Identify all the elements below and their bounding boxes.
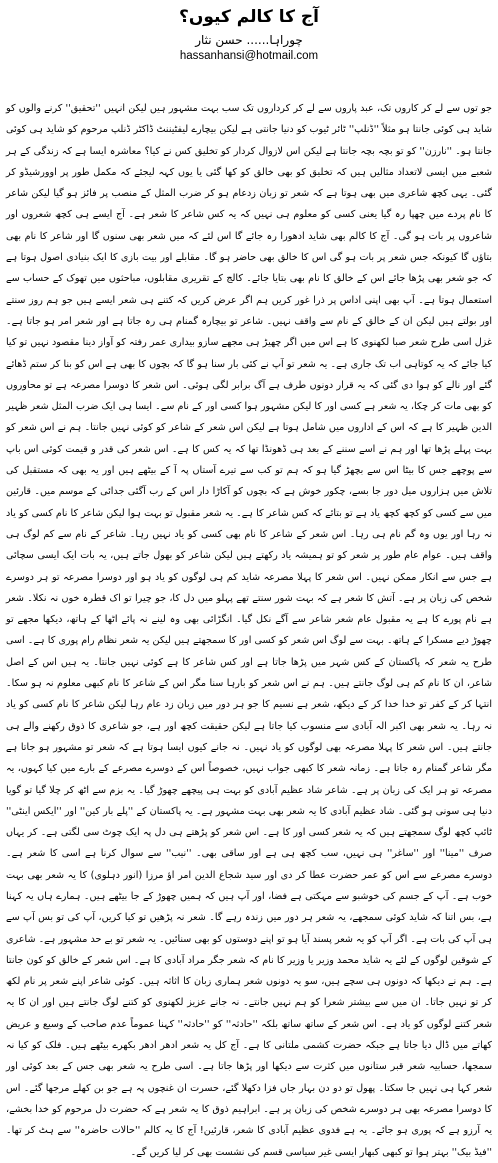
column-title: آج کا کالم کیوں؟ xyxy=(179,7,319,27)
column-header xyxy=(0,6,498,63)
author-email: hassanhansi@hotmail.com xyxy=(179,50,319,62)
article-paragraph: جو توں سے لے کر کاروں تک، عبد پاروں سے لے کر کرداروں تک سب بہت مشہور ہیں لیکن انہیں ''تحقیق'' کرنے والوں کو شاید ہی کوئی جانتا ہو مثلاً ''ڈنلپ'' ٹائر ٹیوب کو دنیا جانتی ہے لیکن بیچارے لیفٹیننٹ ڈاکٹر ڈنلپ مرحوم کو شاید ہی کوئی جانتا ہو۔ ''نارزن'' کو تو بچہ بچہ جانتا ہے لیکن اس لازوال کردار کو تخلیق کس نے کیا؟ معاشرہ ایسا ہے کہ زندگی کے ہر شعبے میں ایسی لاتعداد مثالیں ہیں کہ تخلیق کو بھی خالق کو کھا گئی یا یوں کہہ لیجئے کہ مکمل طور پر اوورشیڈو کر گئی۔ یہی کچھ شاعری میں بھی ہوتا ہے کہ شعر تو زبان زدعام ہو کر ضرب المثل کے منصب پر فائز ہو گیا لیکن شاعر کا نام پردے میں چھپا رہ گیا یعنی کسی کو معلوم ہی نہیں کہ یہ کس شاعر کا شعر ہے۔ آج ایسے ہی کچھ شعروں اور شاعروں پر بات ہو گی۔ آج کا کالم بھی شاید ادھورا رہ جائے گا اس لئے کہ میں شعر بھی سنوں گا اور شاعر کا نام بھی بتاؤں گا کیونکہ جس شعر پر بات ہو گی اس کا خالق بھی حاضر ہو گا۔ مقابلے اور بیت بازی کا ایک بنیادی اصول ہوتا ہے کہ جو شعر بھی پڑھا جائے اس کے خالق کا نام بھی بتایا جائے۔ کالج کے تقریری مقابلوں، مباحثوں میں تھوک کے حساب سے استعمال ہوتا ہے۔ آپ بھی اپنی اداس پر ذرا غور کریں ہم اگر عرض کریں کہ کتنے ہی شعر ایسے ہیں جو ہم روز سنتے اور بولتے ہیں لیکن ان کے خالق کے نام سے واقف نہیں۔ شاعر تو بیچارہ گمنام ہی رہ جاتا ہے اور شعر امر ہو جاتا ہے۔ غزل اسی طرح شعر صبا لکھنوی کا ہے اس میں اگر چھیڑ ہی مجھے سازو بیداری عمر رفتہ کو آواز دینا مقصود نہیں تو کیا کیا جائے کہ یہ کوتاہی اب تک جاری ہے۔ یہ شعر تو آپ نے کئی بار سنا ہو گا کہ بچوں کا بھی ہے اس کو بنا کر ستم ڈھائے گئے اور نالے کو ہوا دی گئی کہ یہ قرار دونوں طرف ہے آگ برابر لگی ہوئی۔ اس شعر کا دوسرا مصرعہ ہے تو محاوروں کو بھی مات کر چکا، یہ شعر ہے کسی اور کا لیکن مشہور ہوا کسی اور کے نام سے۔ ایسا ہی ایک ضرب المثل شعر ظہیر الدین ظہیر کا ہے کہ اس کے اداروں میں شامل ہوتا ہے لیکن اس شعر کے شاعر کو کوئی نہیں جانتا۔ ہم نے اس شعر کو بہت پہلے پڑھا تھا اور ہم نے اسے سننے کے بعد ہی ڈھونڈا تھا کہ یہ کس کا ہے۔ اس شعر کی قدر و قیمت کوئی اس باپ سے پوچھے جس کا بیٹا اس سے بچھڑ گیا ہو کہ ہم تو کب سے تیرے آستاں پہ آ کے بیٹھے ہیں اور یہ بھی کہ مستقبل کی تلاش میں ہزاروں میل دور جا بسے، چکور خوش ہے کہ بچوں کو آکاڑا دار اس کے رب آگئی جدائی کے موسم میں۔ قارئین میں سے کسی کو کچھ کچھ یاد ہے تو بتائے کہ کس شاعر کا ہے۔ یہ شعر مقبول تو بہت ہوا لیکن شاعر کا نام کسی کو یاد نہ رہا اور یوں وہ گم نام ہی رہا۔ اس شعر کے شاعر کا نام بھی کسی کو یاد نہیں رہا۔ شاعر کے نام سے کم لوگ ہی واقف ہیں۔ عوام عام طور پر شعر کو تو ہمیشہ یاد رکھتے ہیں لیکن شاعر کو بھول جاتے ہیں، یہ بات ایک ایسی سچائی ہے جس سے انکار ممکن نہیں۔ اس شعر کا پہلا مصرعہ شاید کم ہی لوگوں کو یاد ہو اور دوسرا مصرعہ تو ہر دوسرے شخص کی زبان پر ہے۔ آتش کا شعر ہے کہ بہت شور سنتے تھے پہلو میں دل کا، جو چیرا تو اک قطرہ خوں نہ نکلا۔ شعر ہے نام پورے کا ہے یہ مقبول عام شعر شاعر سے آگے نکل گیا۔ انگڑائی بھی وہ لینے نہ پائے اٹھا کے ہاتھ، دیکھا مجھے تو چھوڑ دیے مسکرا کے ہاتھ۔ بہت سے لوگ اس شعر کو کسی اور کا سمجھتے ہیں لیکن یہ شعر نظام رام پوری کا ہے۔ اسی طرح یہ شعر کہ پاکستان کے کس شہر میں پڑھا جاتا ہے اور کس شاعر کا ہے کوئی نہیں جانتا۔ یہ ہیں اس کے اصل شاعر، ان کا نام کم ہی لوگ جانتے ہیں۔ ہم نے اس شعر کو بارہا سنا مگر اس کے شاعر کا نام کبھی معلوم نہ ہو سکا۔ انتہا کر کے کفر تو خدا خدا کر کے دیکھ، شعر ہے نسیم کا جو ہر دور میں زبان زد عام رہا لیکن شاعر کا نام کسی کو یاد نہ رہا۔ یہ شعر بھی اکبر الہ آبادی سے منسوب کیا جاتا ہے لیکن حقیقت کچھ اور ہے، جو شاعری کا ذوق رکھنے والے ہی جانتے ہیں۔ اس شعر کا پہلا مصرعہ بھی لوگوں کو یاد نہیں۔ نہ جانے کیوں ایسا ہوتا ہے کہ شعر تو مشہور ہو جاتا ہے مگر شاعر گمنام رہ جاتا ہے۔ زمانہ شعر کا کبھی جواب نہیں، خصوصاً اس کے دوسرے مصرعے کے بارے میں کیا کہوں، یہ مصرعہ تو ہر ایک کی زبان پر ہے۔ شاعر شاد عظیم آبادی کو بہت ہی پیچھے چھوڑ گیا۔ یہ بزم سے اٹھ کر چلا گیا تو گویا دنیا ہی سونی ہو گئی۔ شاد عظیم آبادی کا یہ شعر بھی بہت مشہور ہے۔ یہ پاکستان کے ''پلے بار کین'' اور ''ایکس اینٹی'' ٹائپ کچھ لوگ سمجھتے ہیں کہ یہ شعر کسی اور کا ہے۔ اس شعر کو پڑھتے ہی دل پہ ایک چوٹ سی لگتی ہے۔ کر یہاں صرف ''مینا'' اور ''ساغر'' ہی نہیں، سب کچھ ہی ہے اور ساقی بھی۔ ''نیب'' سے سوال کرنا ہے اسی کا شعر ہے۔ دوسرے مصرعے سے اس کو عمر حضرت عطا کر دی اور سید شجاع الدین امر اؤ مرزا (انور دہلوی) کا یہ شعر بھی بہت خوب ہے۔ آپ کے جسم کی خوشبو سے مہکتی ہے فضا، اور آپ ہیں کہ ہمیں چھوڑ کے جا بیٹھے ہیں۔ ہمارے ہاں یہ کہنا ہے، بس اتنا کہ شاید کوئی سمجھے، یہ شعر ہر دور میں زندہ رہے گا۔ شعر نہ پڑھیں تو کیا کریں، آپ کی تو بس آپ سے ہی آپ کی بات ہے۔ اگر آپ کو یہ شعر پسند آیا ہو تو اپنے دوستوں کو بھی سنائیں۔ یہ شعر تو بے حد مشہور ہے۔ شاعری کے شوقین لوگوں کے لئے یہ شاید محمد وزیر یا وزیر کا نام کہ شعر جگر مراد آبادی کا ہے۔ اس شعر کے خالق کو کون جانتا ہے۔ ہم نے دیکھا کہ دونوں ہی سچے ہیں، سو یہ دونوں شعر ہماری زبان کا اثاثہ ہیں۔ کوئی شاعر اپنے شعر پر نام لکھ کر تو نہیں جاتا۔ ان میں سے بیشتر شعرا کو ہم نہیں جانتے۔ نہ جانے عزیز لکھنوی کو کتنے لوگ جانتے ہیں اور ان کا یہ شعر کتنے لوگوں کو یاد ہے۔ اس شعر کے ساتھ ساتھ بلکہ ''حادثہ'' کو ''حادثہ'' کہنا عموماً عدم صاحب کے وسیع و عریض کھاتے میں ڈال دیا جاتا ہے جبکہ حضرت کشمی ملتانی کا ہے۔ آج کل یہ شعر ادھر ادھر بکھرے بیٹھے ہیں۔ فلک کو کیا نہ سمجھا، حسابیہ شعر قبر ستانوں میں کثرت سے دیکھا اور پڑھا جاتا ہے۔ اسی طرح یہ شعر بھی جس کے بعد کوئی اور شعر کہا ہی نہیں جا سکتا۔ پھول تو دو دن بہار جاں فزا دکھلا گئے، حسرت ان غنچوں پہ ہے جو بن کھلے مرجھا گئے۔ اس کا دوسرا مصرعہ بھی ہر دوسرے شخص کی زبان پر ہے۔ ابراہیم ذوق کا یہ شعر ہے کہ حضرت دل مرحوم کو خدا بخشے، یہ آرزو ہے کہ پوری ہو جائے۔ یہ ہے فدوی عظیم آبادی کا شعر، قارئین! آج کا یہ کالم ''حالات حاضرہ'' سے ہٹ کر تھا۔ ''فیڈ بیک'' بہتر ہوا تو کبھی کبھار ایسی غیر سیاسی قسم کی نشست بھی کر لیا کریں گے۔ xyxy=(6,103,492,1158)
author-byline: چوراہا...... حسن نثار xyxy=(195,33,303,47)
article-body xyxy=(6,98,492,1158)
